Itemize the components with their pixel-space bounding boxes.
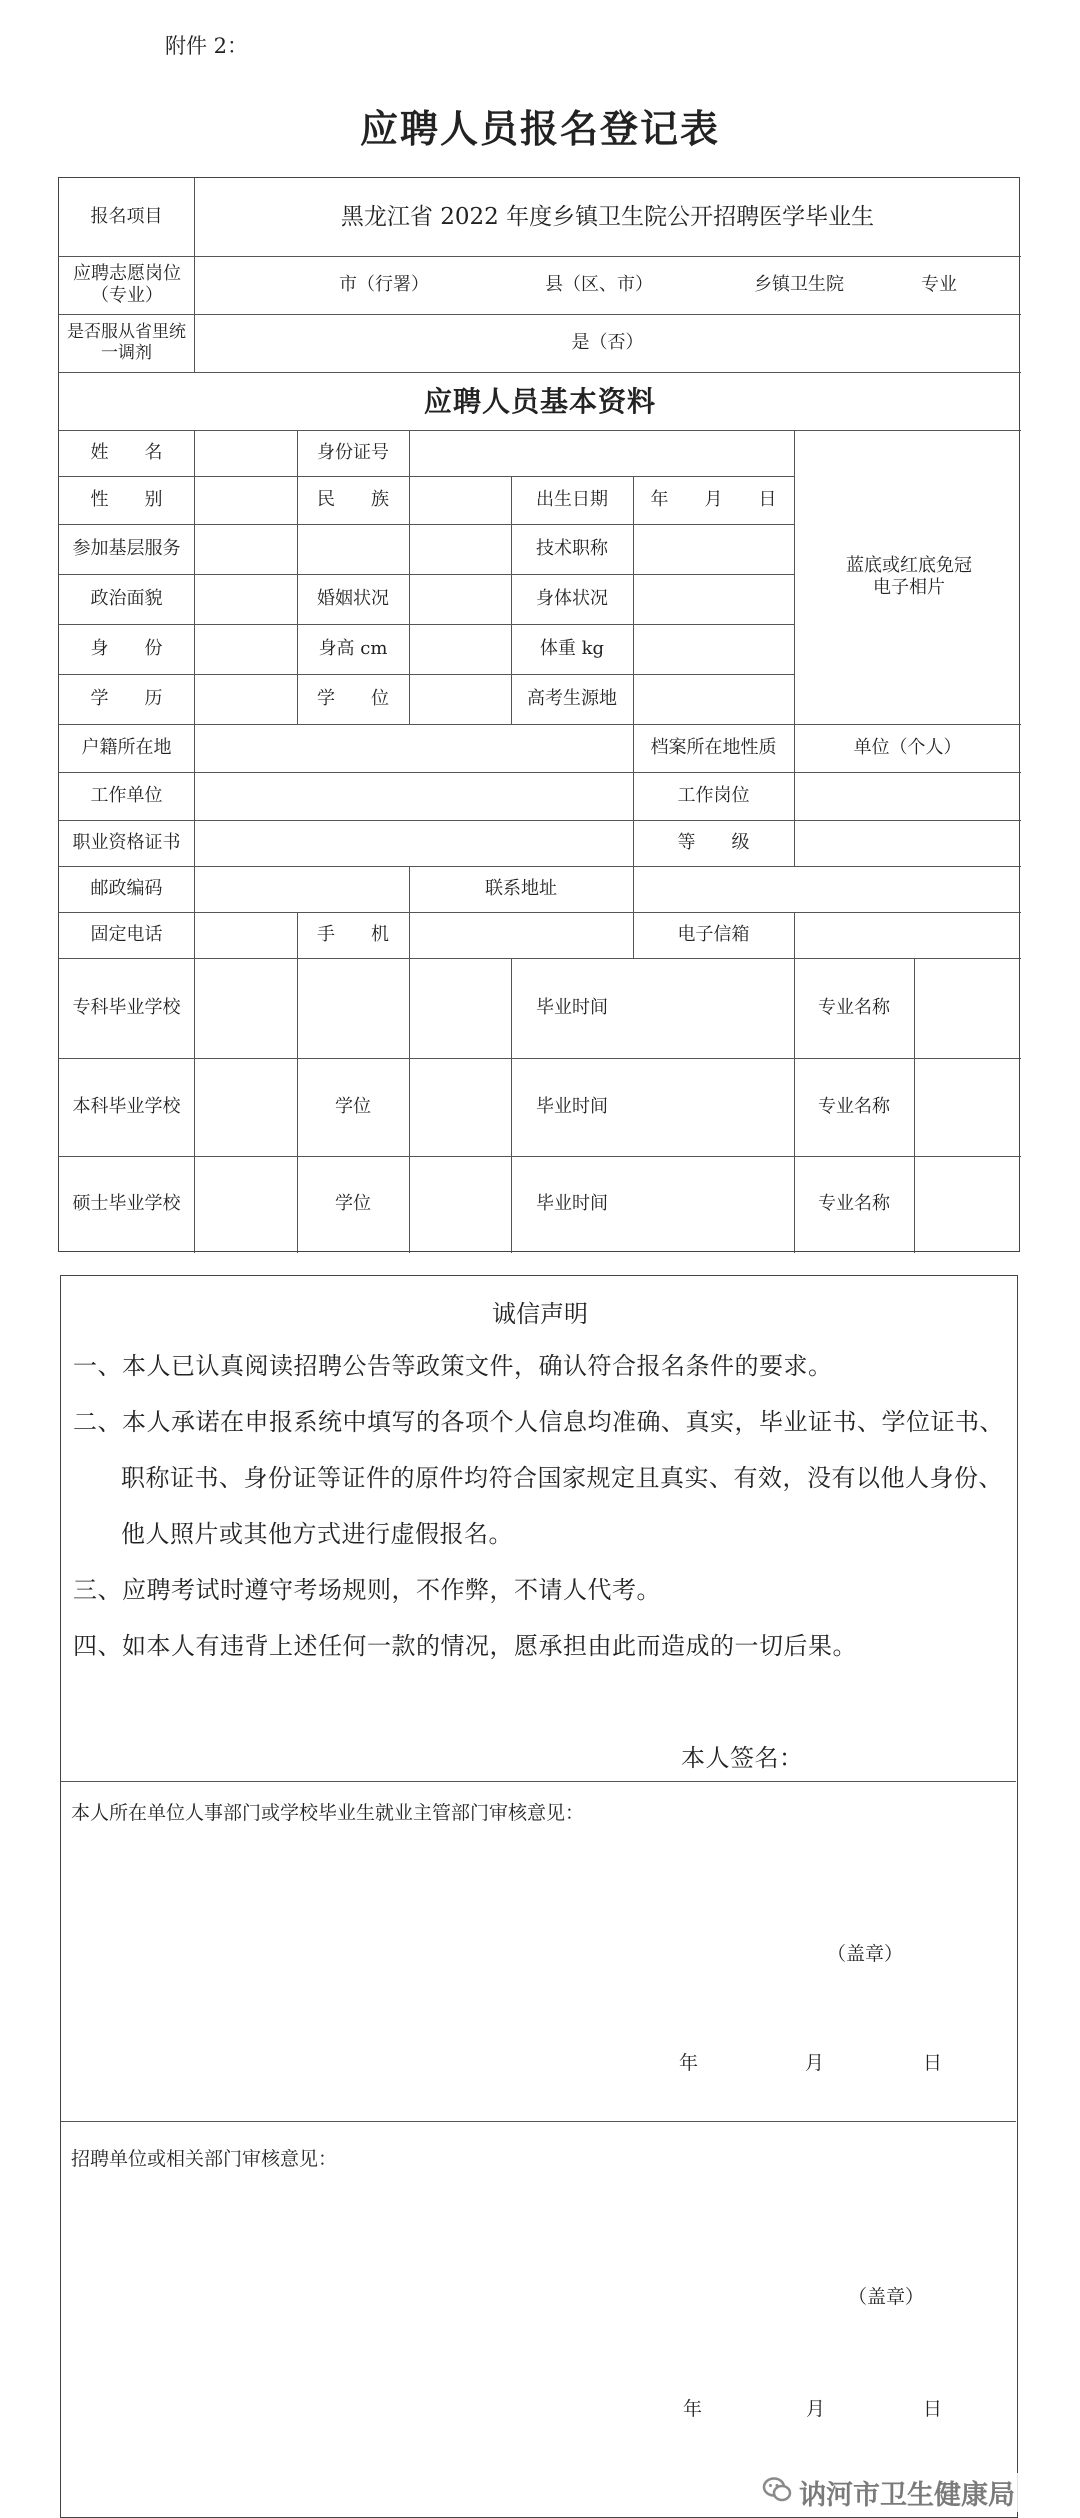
review1-seal: （盖章） [827, 1943, 904, 1965]
declaration-title: 诚信声明 [492, 1300, 588, 1328]
watermark: 讷河市卫生健康局 [795, 2473, 1019, 2512]
declaration-item-2-cont: 他人照片或其他方式进行虚假报名。 [121, 1520, 513, 1548]
position-county: 县（区、市） [545, 273, 653, 295]
declaration-item-2-cont: 职称证书、身份证等证件的原件均符合国家规定且真实、有效，没有以他人身份、 [121, 1464, 1003, 1492]
grade-label: 等 级 [677, 831, 750, 853]
section-divider [61, 2121, 1016, 2122]
junior-college-label: 专科毕业学校 [72, 996, 181, 1018]
position-label: 应聘志愿岗位（专业） [73, 262, 181, 306]
review2-year: 年 [683, 2398, 703, 2420]
education-label: 学 历 [90, 687, 163, 709]
position-major: 专业 [921, 273, 957, 295]
household-label: 户籍所在地 [81, 736, 172, 758]
wechat-icon [762, 2476, 792, 2504]
title-rank-label: 技术职称 [536, 537, 608, 559]
degree-label: 学 位 [317, 687, 389, 709]
col-divider [409, 912, 410, 958]
address-label: 联系地址 [485, 877, 557, 899]
position-city: 市（行署） [339, 273, 429, 295]
registration-form [58, 177, 1020, 1252]
landline-label: 固定电话 [90, 923, 163, 945]
declaration-item-3: 三、应聘考试时遵守考场规则，不作弊，不请人代考。 [73, 1576, 661, 1604]
declaration-box [60, 1275, 1018, 2518]
master-label: 硕士毕业学校 [72, 1193, 181, 1215]
review1-day: 日 [923, 2052, 943, 2074]
archive-label: 档案所在地性质 [650, 736, 777, 758]
row-divider [59, 772, 1021, 773]
photo-placeholder: 蓝底或红底免冠电子相片 [846, 554, 972, 598]
col-divider [914, 958, 915, 1253]
major-name-label: 专业名称 [818, 996, 890, 1018]
birth-date-format: 年 月 日 [650, 488, 777, 510]
col-divider [794, 772, 795, 866]
declaration-item-1: 一、本人已认真阅读招聘公告等政策文件，确认符合报名条件的要求。 [73, 1352, 833, 1380]
email-label: 电子信箱 [677, 923, 750, 945]
weight-label: 体重 kg [539, 637, 605, 659]
attachment-label: 附件 2： [165, 34, 249, 58]
col-divider [794, 430, 795, 724]
birth-date-label: 出生日期 [536, 488, 608, 510]
declaration-item-4: 四、如本人有违背上述任何一款的情况，愿承担由此而造成的一切后果。 [73, 1632, 857, 1660]
job-post-label: 工作岗位 [677, 784, 750, 806]
grad-time-label: 毕业时间 [536, 996, 608, 1018]
postcode-label: 邮政编码 [90, 877, 163, 899]
employer-label: 工作单位 [90, 784, 163, 806]
grassroots-label: 参加基层服务 [72, 537, 181, 559]
review2-day: 日 [923, 2398, 943, 2420]
grad-time-label: 毕业时间 [536, 1095, 608, 1117]
grad-time-label: 毕业时间 [536, 1193, 608, 1215]
col-divider [194, 430, 195, 1253]
adjust-label: 是否服从省里统一调剂 [67, 321, 186, 363]
review1-label: 本人所在单位人事部门或学校毕业生就业主管部门审核意见： [71, 1802, 585, 1824]
section-title: 应聘人员基本资料 [423, 384, 656, 418]
identity-label: 身 份 [90, 637, 163, 659]
row-divider [59, 912, 1021, 913]
qualification-label: 职业资格证书 [72, 831, 181, 853]
ethnicity-label: 民 族 [317, 488, 389, 510]
form-title: 应聘人员报名登记表 [359, 106, 720, 151]
name-label: 姓 名 [90, 441, 163, 463]
col-divider [409, 958, 410, 1253]
review2-seal: （盖章） [848, 2286, 925, 2308]
review1-year: 年 [679, 2052, 699, 2074]
political-label: 政治面貌 [90, 587, 163, 609]
position-hospital: 乡镇卫生院 [754, 273, 844, 295]
exam-origin-label: 高考生源地 [527, 687, 617, 709]
undergrad-degree-label: 学位 [335, 1095, 371, 1117]
col-divider [409, 430, 410, 724]
project-label: 报名项目 [90, 205, 163, 227]
project-value: 黑龙江省 2022 年度乡镇卫生院公开招聘医学毕业生 [340, 203, 875, 230]
review2-month: 月 [806, 2398, 826, 2420]
archive-value: 单位（个人） [853, 736, 962, 758]
declaration-item-2: 二、本人承诺在申报系统中填写的各项个人信息均准确、真实，毕业证书、学位证书、 [73, 1408, 1004, 1436]
gender-label: 性 别 [90, 488, 163, 510]
adjust-value: 是（否） [571, 331, 644, 353]
marital-label: 婚姻状况 [317, 587, 389, 609]
signature-label: 本人签名： [681, 1744, 804, 1772]
section-divider [61, 1781, 1016, 1782]
review2-label: 招聘单位或相关部门审核意见： [71, 2148, 338, 2170]
mobile-label: 手 机 [317, 923, 389, 945]
height-label: 身高 cm [318, 637, 388, 659]
col-divider [633, 866, 634, 912]
review1-month: 月 [805, 2052, 825, 2074]
row-divider [59, 820, 1021, 821]
master-degree-label: 学位 [335, 1193, 371, 1215]
id-number-label: 身份证号 [317, 441, 389, 463]
major-name-label: 专业名称 [818, 1095, 890, 1117]
major-name-label: 专业名称 [818, 1193, 890, 1215]
undergrad-label: 本科毕业学校 [72, 1095, 181, 1117]
col-divider [794, 912, 795, 958]
health-label: 身体状况 [536, 587, 608, 609]
